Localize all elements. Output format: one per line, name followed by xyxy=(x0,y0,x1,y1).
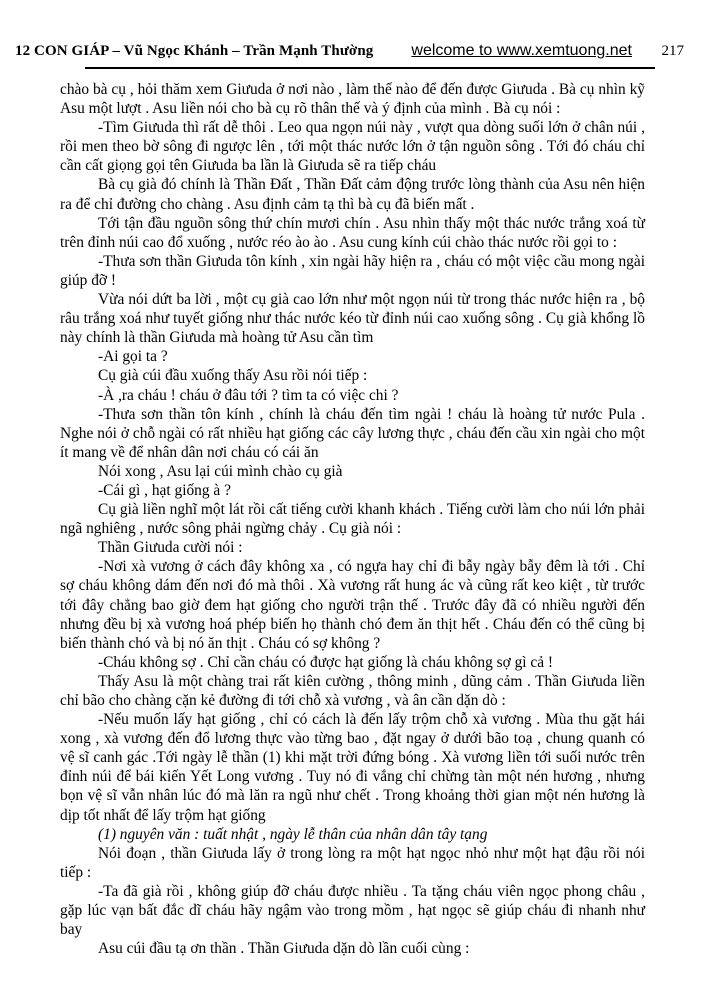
paragraph: Cụ già cúi đầu xuống thấy Asu rồi nói tiếp : xyxy=(98,367,368,385)
paragraph: Thần Giưuda cười nói : xyxy=(98,539,243,557)
footnote: (1) nguyên văn : tuất nhật , ngày lễ thân của nhân dân tây tạng xyxy=(98,825,488,843)
paragraph: -Tìm Giưuda thì rất dễ thôi . Leo qua ngọn núi này , vượt qua dòng suối lớn ở chân núi , rồi men theo bờ sông đi ngược lên , tới một thác nước lớn ở tận nguồn sông . Tới đó cháu chỉ cần cất giọng gọi tên Giưuda ba lần là Giưuda sẽ ra tiếp cháu xyxy=(60,119,645,175)
paragraph: -Cháu không sợ . Chỉ cần cháu có được hạt giống là cháu không sợ gì cả ! xyxy=(98,653,554,671)
paragraph: Bà cụ già đó chính là Thần Đất , Thần Đất cảm động trước lòng thành của Asu nên hiện ra để chỉ đường cho chàng . Asu định cảm tạ thì bà cụ đã biến mất . xyxy=(60,176,645,213)
page-body xyxy=(60,80,645,958)
paragraph: Vừa nói dứt ba lời , một cụ già cao lớn như một ngọn núi từ trong thác nước hiện ra , bộ râu trắng xoá như tuyết giống như thác nước kéo từ đỉnh núi cao xuống sông . Cụ già khổng lồ này chính là thần Giưuda mà hoàng tử Asu cần tìm xyxy=(60,291,645,347)
paragraph: -Nếu muốn lấy hạt giống , chỉ có cách là đến lấy trộm chỗ xà vương . Mùa thu gặt hái xong , xà vương đến đổ lương thực vào từng bao , đặt ngay ở dưới bão toạ , chung quanh có vệ sĩ canh gác .Tới ngày lễ thần (1) khi mặt trời đứng bóng . Xà vương liền tới suối nước trên đỉnh núi để bái kiến Yết Long vương . Tuy nó đi vắng chỉ chừng tàn một nén hương , nhưng bọn vệ sĩ vẫn nhân lúc đó mà lăn ra ngũ như chết . Trong khoảng thời gian một nén hương là dịp tốt nhất để lấy trộm hạt giống xyxy=(60,711,645,824)
page-number: 217 xyxy=(661,43,684,59)
paragraph: Tới tận đầu nguồn sông thứ chín mươi chín . Asu nhìn thấy một thác nước trắng xoá từ trên đỉnh núi cao đổ xuống , nước réo ào ào . Asu cung kính cúi chào thác nước rồi gọi to : xyxy=(60,214,645,251)
paragraph: Thấy Asu là một chàng trai rất kiên cường , thông minh , dũng cảm . Thần Giưuda liền chỉ bão cho chàng cặn kẻ đường đi tới chỗ xà vương , và ân cần dặn dò : xyxy=(60,672,645,709)
paragraph: Nói đoạn , thần Giưuda lấy ở trong lòng ra một hạt ngọc nhỏ như một hạt đậu rồi nói tiếp : xyxy=(60,844,645,881)
paragraph: -Cái gì , hạt giống à ? xyxy=(98,481,231,499)
paragraph: -Nơi xà vương ở cách đây không xa , có ngựa hay chỉ đi bẫy ngày bẫy đêm là tới . Chỉ sợ cháu không dám đến nơi đó mà thôi . Xà vương rất hung ác và cũng rất keo kiệt , từ trước tới đây chẳng bao giờ đem hạt giống cho người trận thế . Trước đây đã có nhiều người đến nhưng đều bị xà vương hoá phép biến họ thành chó đem ăn thịt hết . Cháu đến có thể cũng bị biến thành chó và bị nó ăn thịt . Cháu có sợ không ? xyxy=(60,558,645,652)
paragraph: -Ai gọi ta ? xyxy=(98,348,168,366)
paragraph: Asu cúi đầu tạ ơn thần . Thần Giưuda dặn dò lần cuối cùng : xyxy=(98,940,470,958)
paragraph: -Ta đã già rồi , không giúp đỡ cháu được nhiều . Ta tặng cháu viên ngọc phong châu , gặp lúc vạn bất đắc dĩ cháu hãy ngậm vào trong mồm , hạt ngọc sẽ giúp cháu đi nhanh như bay xyxy=(60,882,645,939)
paragraph: -À ,ra cháu ! cháu ở đâu tới ? tìm ta có việc chi ? xyxy=(98,386,399,404)
paragraph: Cụ già liền nghĩ một lát rồi cất tiếng cười khanh khách . Tiếng cười làm cho núi lớn phải ngã nghiêng , nước sông phải ngừng chảy . Cụ già nói : xyxy=(60,501,645,538)
paragraph: -Thưa sơn thần tôn kính , chính là cháu đến tìm ngài ! cháu là hoàng tử nước Pula . Nghe nói ở chỗ ngài có rất nhiều hạt giống các cây lương thực , cháu đến cầu xin ngài cho một ít mang về để nhân dân nơi cháu có cái ăn xyxy=(60,405,645,461)
paragraph: -Thưa sơn thần Giưuda tôn kính , xin ngài hãy hiện ra , cháu có một việc cầu mong ngài giúp đỡ ! xyxy=(60,252,645,289)
page-header xyxy=(0,0,702,60)
paragraph: Nói xong , Asu lại cúi mình chào cụ già xyxy=(98,462,343,480)
paragraph: chào bà cụ , hỏi thăm xem Giưuda ở nơi nào , làm thế nào để đến được Giưuda . Bà cụ nhìn kỹ Asu một lượt . Asu liền nói cho bà cụ rõ thân thế và ý định của mình . Bà cụ nói : xyxy=(60,81,645,118)
book-title: 12 CON GIÁP – Vũ Ngọc Khánh – Trần Mạnh Thường xyxy=(15,43,374,59)
header-rule xyxy=(85,67,655,69)
site-link[interactable]: welcome to www.xemtuong.net xyxy=(411,42,632,59)
